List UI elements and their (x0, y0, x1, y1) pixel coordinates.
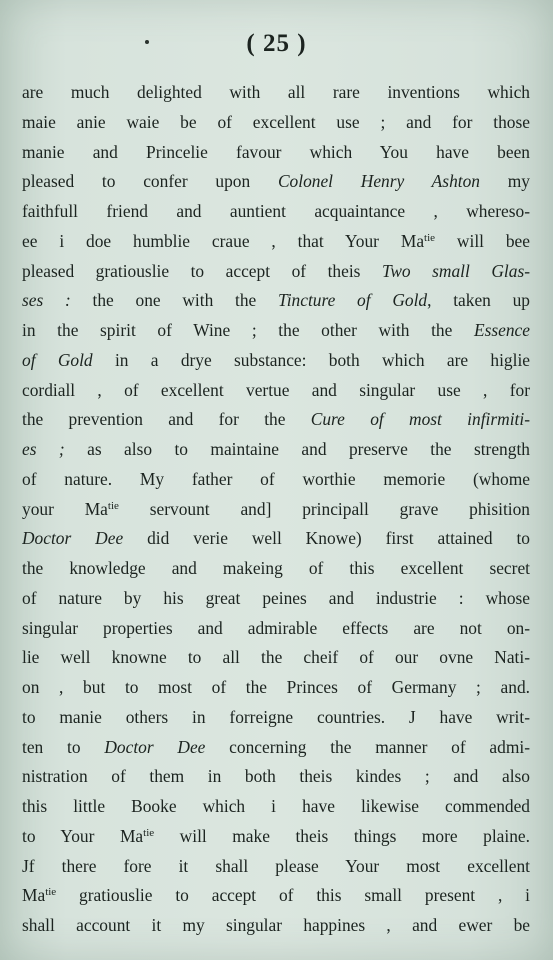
text-segment: the one with the (70, 290, 278, 311)
text-line (22, 703, 530, 733)
page-number: ( 25 ) (246, 30, 307, 57)
text-segment: the prevention and for the (22, 409, 311, 430)
text-segment: of nature. My father of worthie memorie (whome (22, 468, 530, 489)
text-line (22, 643, 530, 673)
text-line (22, 435, 530, 465)
text-segment: to manie others in forreigne countries. J have writ- (22, 706, 530, 727)
text-segment: shall account it my singular happines , and ewer be (22, 915, 530, 935)
text-line (22, 792, 530, 822)
text-line (22, 762, 530, 792)
text-segment: ee i doe humblie craue , that Your Ma (22, 230, 425, 251)
text-segment: my (480, 171, 530, 192)
text-segment: pleased to confer upon (22, 171, 278, 192)
text-line (22, 911, 530, 941)
text-line (22, 465, 530, 495)
text-line (22, 316, 530, 346)
text-segment: as also to maintaine and preserve the strength (64, 439, 530, 459)
italic-text: Doctor Dee (104, 736, 206, 757)
text-segment: in a drye substance: both which are higlie (92, 349, 530, 370)
text-line (22, 524, 530, 554)
text-segment: the knowledge and makeing of this excellent secret (22, 558, 530, 578)
text-line (22, 554, 530, 584)
text-line (22, 197, 530, 227)
text-segment: of nature by his great peines and industrie : whose (22, 587, 530, 608)
italic-text: Two small Glas- (381, 260, 530, 281)
text-segment: maie anie waie be of excellent use ; and for those (22, 111, 530, 132)
text-line (22, 167, 530, 197)
text-line (22, 286, 530, 316)
text-segment: cordiall , of excellent vertue and singular use , for (22, 379, 530, 400)
text-line (22, 78, 530, 108)
text-segment: to Your Ma (22, 825, 144, 846)
text-segment: will make theis things more plaine. (154, 825, 530, 846)
text-segment: in the spirit of Wine ; the other with the (22, 320, 474, 340)
text-segment: Jf there fore it shall please Your most excellent (22, 855, 530, 876)
text-segment: , taken up (427, 290, 530, 311)
italic-text: of Gold (22, 349, 93, 370)
text-segment: gratiouslie to accept of this small present , i (56, 885, 530, 906)
text-line (22, 495, 530, 525)
italic-text: Essence (473, 320, 530, 340)
italic-text: ses : (22, 290, 71, 311)
text-segment: faithfull friend and auntient acquaintance , whereso- (22, 201, 530, 221)
text-line (22, 257, 530, 287)
text-segment: on , but to most of the Princes of Germany ; and. (22, 677, 530, 697)
text-segment: pleased gratiouslie to accept of theis (22, 260, 382, 281)
text-line (22, 227, 530, 257)
text-segment: lie well knowne to all the cheif of our ovne Nati- (22, 647, 530, 668)
superscript-text: tie (107, 499, 119, 512)
text-line (22, 881, 530, 911)
text-line (22, 852, 530, 882)
text-line (22, 108, 530, 138)
text-line (22, 614, 530, 644)
text-line (22, 376, 530, 406)
text-segment: concerning the manner of admi- (205, 736, 530, 757)
text-segment: did verie well Knowe) first attained to (123, 528, 530, 549)
text-line (22, 405, 530, 435)
text-segment: your Ma (22, 498, 108, 519)
italic-text: Tincture of Gold (278, 290, 428, 311)
body-text (22, 78, 530, 941)
text-line (22, 822, 530, 852)
text-line (22, 673, 530, 703)
text-segment: nistration of them in both theis kindes ; and also (22, 766, 530, 787)
italic-text: es ; (22, 439, 65, 459)
text-segment: are much delighted with all rare inventions which (22, 82, 530, 102)
text-segment: will bee (435, 230, 530, 251)
text-line (22, 733, 530, 763)
superscript-text: tie (45, 886, 57, 899)
italic-text: Doctor Dee (22, 528, 124, 549)
italic-text: Colonel Henry Ashton (277, 171, 480, 192)
superscript-text: tie (143, 826, 155, 839)
text-segment: servount and] principall grave phisition (118, 498, 530, 519)
text-segment: ten to (22, 736, 105, 757)
text-segment: this little Booke which i have likewise commended (22, 796, 530, 816)
text-line (22, 346, 530, 376)
text-segment: singular properties and admirable effects are not on- (22, 617, 530, 638)
text-segment: Ma (22, 885, 46, 906)
text-segment: manie and Princelie favour which You have been (22, 141, 530, 162)
text-line (22, 138, 530, 168)
text-line (22, 584, 530, 614)
superscript-text: tie (424, 231, 436, 244)
italic-text: Cure of most infirmiti- (310, 409, 530, 430)
